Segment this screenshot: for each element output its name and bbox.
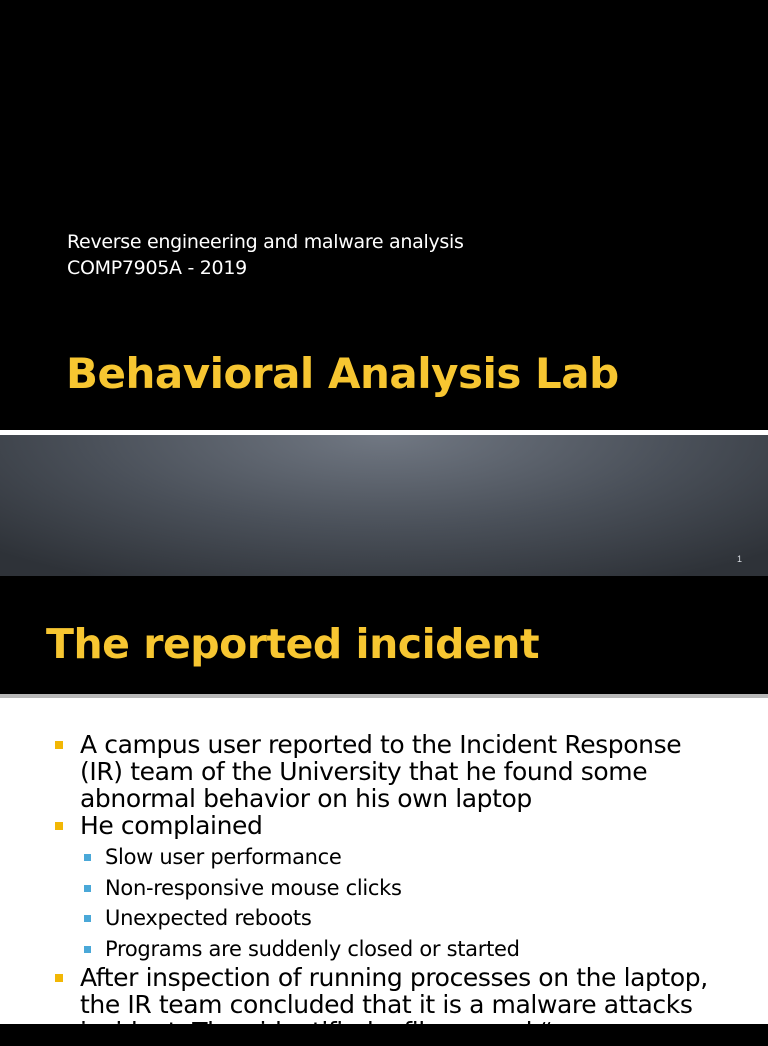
bullet-square-icon	[84, 915, 91, 922]
list-item: Unexpected reboots	[0, 903, 768, 934]
slide-title: The reported incident	[46, 620, 540, 668]
bullet-square-icon	[55, 822, 63, 830]
list-item: He complained	[0, 812, 768, 839]
header-divider	[0, 694, 768, 698]
course-name: Reverse engineering and malware analysis	[67, 231, 464, 253]
page-number: 1	[736, 554, 742, 564]
gradient-band	[0, 435, 768, 576]
list-item: A campus user reported to the Incident Response (IR) team of the University that he found some abnormal behavior on his own laptop	[0, 731, 768, 812]
bullet-square-icon	[84, 854, 91, 861]
list-item: Slow user performance	[0, 842, 768, 873]
slide-header	[0, 576, 768, 694]
bullet-square-icon	[55, 741, 63, 749]
slide-title: Behavioral Analysis Lab	[66, 349, 619, 398]
slide-subtitle	[67, 229, 464, 281]
sub-bullet-list	[0, 842, 768, 964]
bullet-square-icon	[55, 974, 63, 982]
list-item: After inspection of running processes on the laptop, the IR team concluded that it is a malware attacks incident. They identified a file named “	[0, 964, 768, 1045]
list-item: Programs are suddenly closed or started	[0, 934, 768, 965]
content-slide	[0, 576, 768, 1046]
bullet-list	[0, 731, 768, 1045]
list-item: Non-responsive mouse clicks	[0, 873, 768, 904]
course-code: COMP7905A - 2019	[67, 257, 247, 279]
bullet-square-icon	[84, 885, 91, 892]
bullet-square-icon	[84, 946, 91, 953]
